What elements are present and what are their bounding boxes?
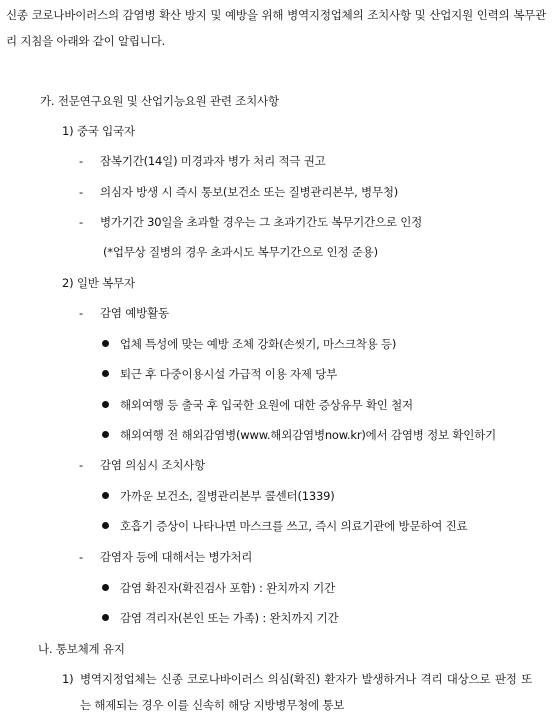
- bullet-item: 해외여행 등 출국 후 입국한 요원에 대한 증상유무 확인 철저: [120, 398, 413, 412]
- bullet-item: 호흡기 증상이 나타나면 마스크를 쓰고, 즉시 의료기관에 방문하여 진료: [120, 519, 468, 533]
- bullet-dot: [102, 431, 109, 438]
- group-label: 감염 의심시 조치사항: [100, 458, 206, 472]
- section-na-sub1-text: 병역지정업체는 신종 코로나바이러스 의심(확진) 환자가 발생하거나 격리 대상으로 판정 또는 해제되는 경우 이를 신속히 해당 지방병무청에 통보: [80, 672, 532, 712]
- dash-marker: -: [79, 215, 83, 229]
- dash-marker: -: [79, 458, 83, 472]
- section-na-sub1-number: 1): [62, 672, 74, 686]
- dash-marker: -: [79, 154, 83, 168]
- dash-marker: -: [79, 550, 83, 564]
- bullet-item: 가까운 보건소, 질병관리본부 콜센터(1339): [120, 489, 335, 503]
- bullet-dot: [102, 584, 109, 591]
- group-label: 감염 예방활동: [100, 306, 169, 320]
- sub1-title: 1) 중국 입국자: [62, 124, 135, 138]
- bullet-item: 해외여행 전 해외감염병(www.해외감염병now.kr)에서 감염병 정보 확인하기: [120, 428, 497, 442]
- intro-paragraph: 신종 코로나바이러스의 감염병 확산 방지 및 예방을 위해 병역지정업체의 조치사항 및 산업지원 인력의 복무관리 지침을 아래와 같이 알립니다.: [6, 8, 546, 48]
- bullet-dot: [102, 370, 109, 377]
- bullet-item: 감염 확진자(확진검사 포함) : 완치까지 기간: [120, 581, 335, 595]
- group-label: 감염자 등에 대해서는 병가처리: [100, 550, 253, 564]
- bullet-dot: [102, 492, 109, 499]
- sub1-item: 의심자 방생 시 즉시 통보(보건소 또는 질병관리본부, 병무청): [100, 185, 399, 199]
- bullet-dot: [102, 614, 109, 621]
- bullet-dot: [102, 522, 109, 529]
- sub1-item: 잠복기간(14일) 미경과자 병가 처리 적극 권고: [100, 154, 326, 168]
- dash-marker: -: [79, 185, 83, 199]
- bullet-dot: [102, 401, 109, 408]
- section-na-title: 나. 통보체계 유지: [38, 642, 125, 656]
- sub1-note: (*업무상 질병의 경우 초과시도 복무기간으로 인정 준용): [103, 245, 378, 259]
- bullet-item: 퇴근 후 다중이용시설 가급적 이용 자제 당부: [120, 367, 338, 381]
- bullet-item: 감염 격리자(본인 또는 가족) : 완치까지 기간: [120, 611, 339, 625]
- section-ga-title: 가. 전문연구요원 및 산업기능요원 관련 조치사항: [40, 94, 279, 108]
- bullet-item: 업체 특성에 맞는 예방 조체 강화(손씻기, 마스크착용 등): [120, 337, 397, 351]
- sub2-title: 2) 일반 복무자: [62, 276, 135, 290]
- dash-marker: -: [79, 306, 83, 320]
- bullet-dot: [102, 340, 109, 347]
- sub1-item: 병가기간 30일을 초과할 경우는 그 초과기간도 복무기간으로 인정: [100, 215, 423, 229]
